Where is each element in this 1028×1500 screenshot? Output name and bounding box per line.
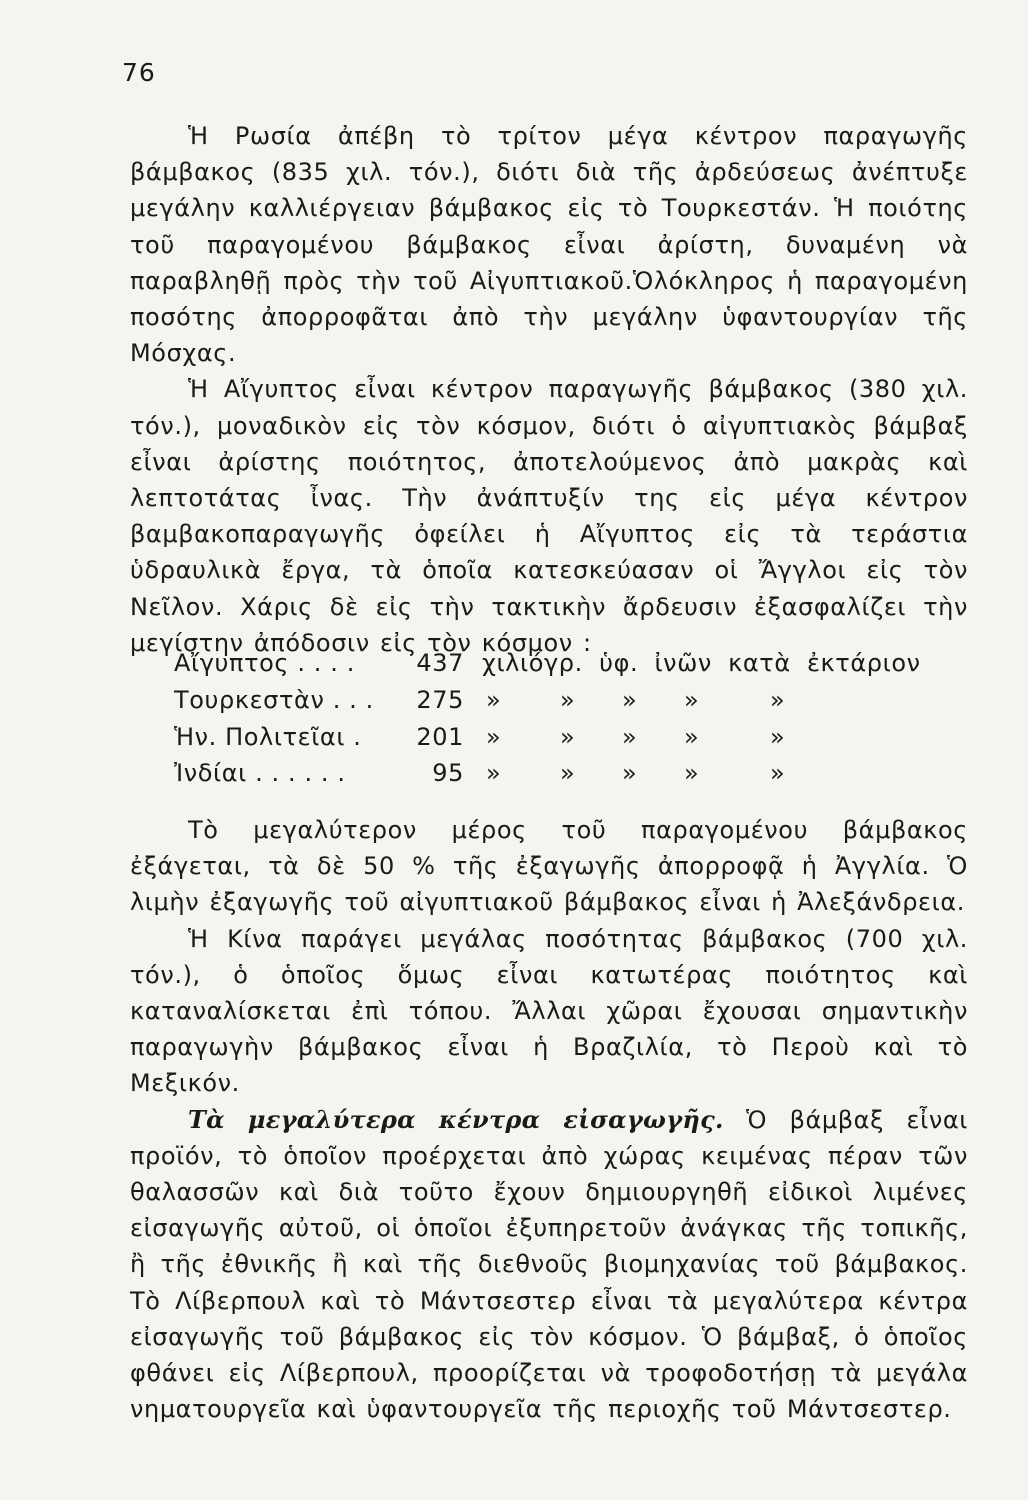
country-name: Τουρκεστὰν . . . <box>174 685 374 714</box>
country-name: Ἡν. Πολιτεῖαι . <box>174 722 362 751</box>
ditto-mark: » <box>486 759 502 788</box>
ditto-mark: » <box>560 722 576 751</box>
paragraph-import-centers <box>130 1102 968 1428</box>
table-row <box>174 719 954 756</box>
ditto-mark: » <box>622 722 638 751</box>
paragraph-russia: Ἡ Ρωσία ἀπέβη τὸ τρίτον μέγα κέντρον παραγωγῆς βάμβακος (835 χιλ. τόν.), διότι διὰ τῆς ἀρδεύσεως ἀνέπτυξε μεγάλην καλλιέργειαν βάμβακος εἰς τὸ Τουρκεστάν. Ἡ ποιότης τοῦ παραγομένου βάμβακος εἶναι ἀρίστη, δυναμένη νὰ παραβληθῇ πρὸς τὴν τοῦ Αἰγυπτιακοῦ.Ὁλόκληρος ἡ παραγομένη ποσότης ἀπορροφᾶται ἀπὸ τὴν μεγάλην ὑφαντουργίαν τῆς Μόσχας. <box>130 122 968 368</box>
table-row <box>174 682 954 719</box>
ditto-mark: » <box>770 759 786 788</box>
ditto-mark: » <box>684 722 700 751</box>
yield-value: 437 <box>416 649 464 677</box>
ditto-mark: » <box>560 685 576 714</box>
top-text-block <box>130 118 968 661</box>
yield-value: 275 <box>416 685 464 714</box>
paragraph-exports: Τὸ μεγαλύτερον μέρος τοῦ παραγομένου βάμβακος ἐξάγεται, τὰ δὲ 50 % τῆς ἐξαγωγῆς ἀπορροφᾷ ἡ Ἀγγλία. Ὁ λιμὴν ἐξαγωγῆς τοῦ αἰγυπτιακοῦ βάμβακος εἶναι ἡ Ἀλεξάνδρεια. <box>130 816 968 917</box>
yield-value: 201 <box>416 722 464 751</box>
ditto-mark: » <box>560 759 576 788</box>
ditto-mark: » <box>684 759 700 788</box>
table-row <box>174 645 954 682</box>
ditto-marks <box>482 682 800 719</box>
ditto-mark: » <box>770 722 786 751</box>
paragraph-egypt: Ἡ Αἴγυπτος εἶναι κέντρον παραγωγῆς βάμβακος (380 χιλ. τόν.), μοναδικὸν εἰς τὸν κόσμον, διότι ὁ αἰγυπτιακὸς βάμβαξ εἶναι ἀρίστης ποιότητος, ἀποτελούμενος ἀπὸ μακρὰς καὶ λεπτοτάτας ἶνας. Τὴν ἀνάπτυξίν της εἰς μέγα κέντρον βαμβακοπαραγωγῆς ὀφείλει ἡ Αἴγυπτος εἰς τὰ τεράστια ὑδραυλικὰ ἔργα, τὰ ὁποῖα κατεσκεύασαν οἱ Ἄγγλοι εἰς τὸν Νεῖλον. Χάρις δὲ εἰς τὴν τακτικὴν ἄρδευσιν ἐξασφαλίζει τὴν μεγίστην ἀπόδοσιν εἰς τὸν κόσμον : <box>130 375 968 657</box>
yield-value: 95 <box>432 759 464 788</box>
ditto-mark: » <box>622 759 638 788</box>
ditto-mark: » <box>486 685 502 714</box>
section-text: Ὁ βάμβαξ εἶναι προϊόν, τὸ ὁποῖον προέρχεται ἀπὸ χώρας κειμένας πέραν τῶν θαλασσῶν καὶ διὰ τοῦτο ἔχουν δημιουργηθῆ εἰδικοὶ λιμένες εἰσαγωγῆς αὐτοῦ, οἱ ὁποῖοι ἐξυπηρετοῦν ἀνάγκας τῆς τοπικῆς, ἢ τῆς ἐθνικῆς ἢ καὶ τῆς διεθνοῦς βιομηχανίας τοῦ βάμβακος. Τὸ Λίβερπουλ καὶ τὸ Μάντσεστερ εἶναι τὰ μεγαλύτερα κέντρα εἰσαγωγῆς τοῦ βάμβακος εἰς τὸν κόσμον. Ὁ βάμβαξ, ὁ ὁποῖος φθάνει εἰς Λίβερπουλ, προορίζεται νὰ τροφοδοτήσῃ τὰ μεγάλα νηματουργεῖα καὶ ὑφαντουργεῖα τῆς περιοχῆς τοῦ Μάντσεστερ. <box>130 1105 968 1424</box>
bottom-text-block <box>130 812 968 1427</box>
ditto-mark: » <box>486 722 502 751</box>
yield-table <box>174 645 954 792</box>
ditto-mark: » <box>770 685 786 714</box>
yield-unit: χιλιόγρ. ὑφ. ἰνῶν κατὰ ἐκτάριον <box>482 649 921 677</box>
section-heading: Τὰ μεγαλύτερα κέντρα εἰσαγωγῆς. <box>188 1104 724 1134</box>
ditto-mark: » <box>622 685 638 714</box>
country-name: Ἰνδίαι . . . . . . <box>174 759 346 788</box>
table-row <box>174 755 954 792</box>
country-name: Αἴγυπτος . . . . <box>174 649 355 677</box>
ditto-mark: » <box>684 685 700 714</box>
ditto-marks <box>482 755 800 792</box>
paragraph-china: Ἡ Κίνα παράγει μεγάλας ποσότητας βάμβακος (700 χιλ. τόν.), ὁ ὁποῖος ὅμως εἶναι κατωτέρας ποιότητος καὶ καταναλίσκεται ἐπὶ τόπου. Ἄλλαι χῶραι ἔχουσαι σημαντικὴν παραγωγὴν βάμβακος εἶναι ἡ Βραζιλία, τὸ Περοὺ καὶ τὸ Μεξικόν. <box>130 924 968 1098</box>
ditto-marks <box>482 719 800 756</box>
page-number: 76 <box>122 58 156 87</box>
